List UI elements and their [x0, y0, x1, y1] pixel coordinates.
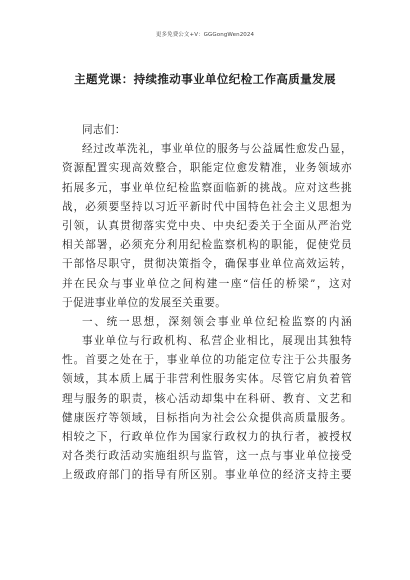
section-heading: 一、统一思想，深刻领会事业单位纪检监察的内涵 — [82, 315, 352, 328]
body-line: 并在民众与事业单位之间构建一座“信任的桥梁”，这对 — [62, 277, 352, 290]
body-line: 战，必须要坚持以习近平新时代中国特色社会主义思想为 — [62, 200, 352, 213]
body-line: 经过改革洗礼，事业单位的服务与公益属性愈发凸显， — [82, 143, 352, 156]
body-line: 领域，其本质上属于非营利性服务实体。尽管它肩负着管 — [62, 373, 352, 386]
body-line: 拓展多元，事业单位纪检监察面临新的挑战。应对这些挑 — [62, 181, 352, 194]
body-line: 资源配置实现高效整合，职能定位愈发精准，业务领域亦 — [62, 162, 352, 175]
body-line: 理与服务的职责，核心活动却集中在科研、教育、文艺和 — [62, 392, 352, 405]
document-title: 主题党课：持续推动事业单位纪检工作高质量发展 — [74, 72, 336, 86]
body-line: 健康医疗等领域，目标指向为社会公众提供高质量服务。 — [62, 411, 352, 424]
body-line: 干部恪尽职守，贯彻决策指令，确保事业单位高效运转， — [62, 258, 352, 271]
document-body — [62, 121, 352, 486]
header-note: 更多免费公文+V：GGGongWen2024 — [155, 32, 255, 38]
body-line: 于促进事业单位的发展至关重要。 — [62, 296, 227, 309]
body-line: 相关部署，必须充分利用纪检监察机构的职能，促使党员 — [62, 239, 352, 252]
body-line: 事业单位与行政机构、私营企业相比，展现出其独特 — [82, 335, 352, 348]
body-line: 相较之下，行政单位作为国家行政权力的执行者，被授权 — [62, 431, 352, 443]
body-line: 性。首要之处在于，事业单位的功能定位专注于公共服务 — [62, 354, 352, 367]
body-line: 上级政府部门的指导有所区别。事业单位的经济支持主要 — [62, 469, 352, 482]
salutation-line: 同志们： — [82, 124, 126, 136]
body-line: 对各类行政活动实施组织与监管，这一点与事业单位接受 — [62, 450, 352, 463]
body-line: 引领，认真贯彻落实党中央、中央纪委关于全面从严治党 — [62, 219, 352, 232]
